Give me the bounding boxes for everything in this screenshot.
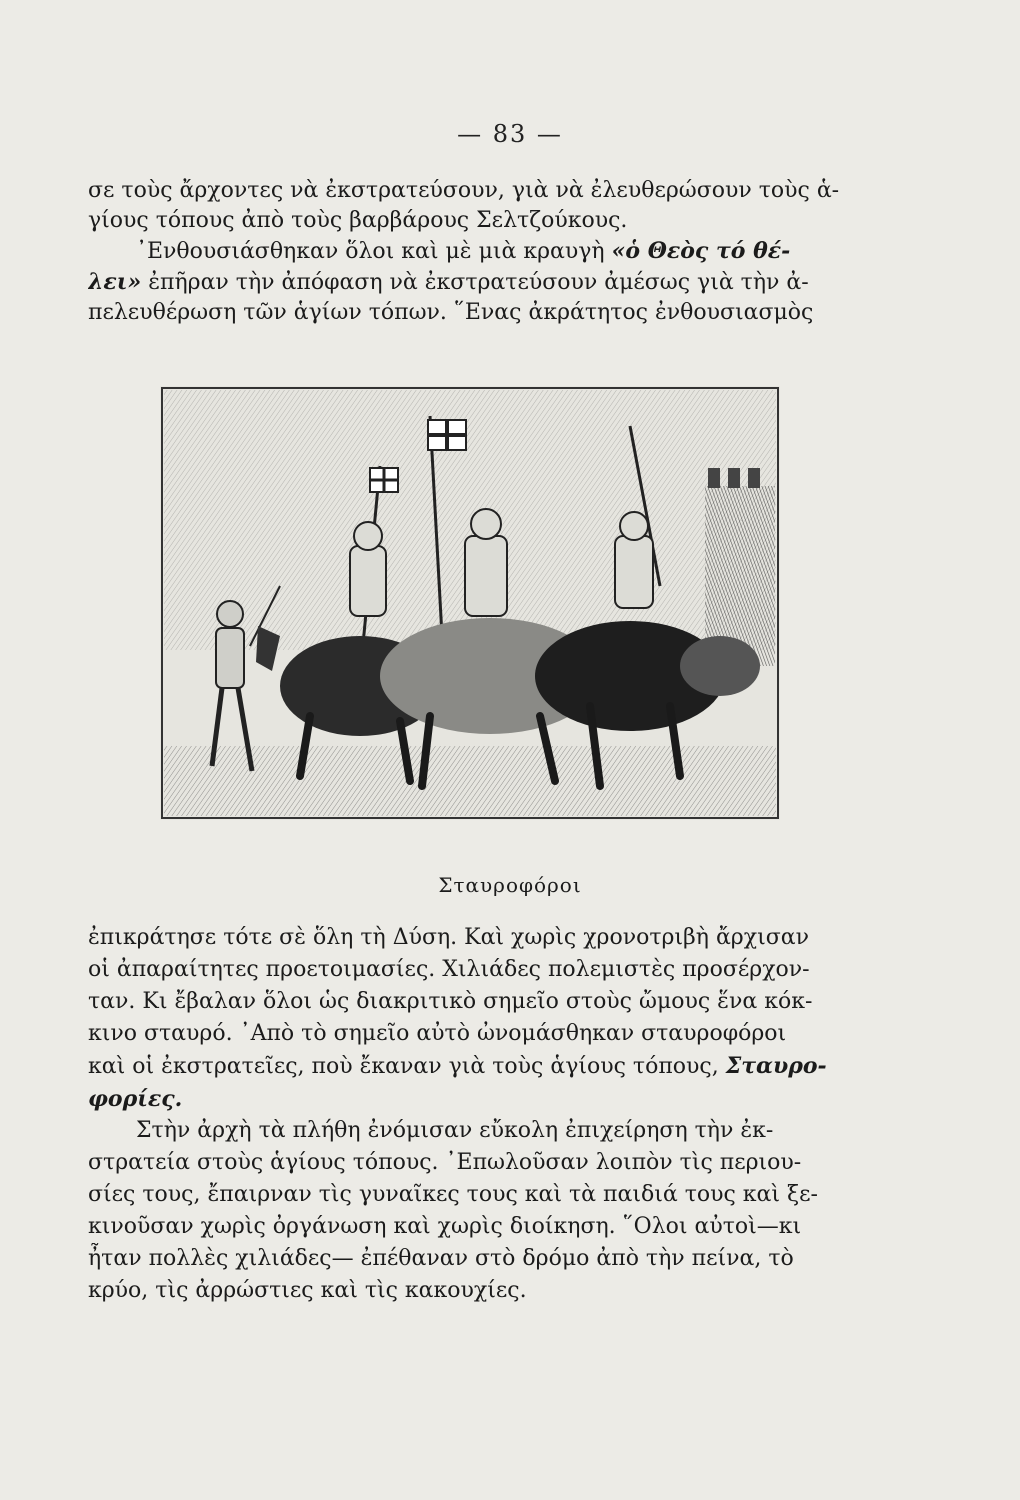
text-line [88,236,866,267]
text-line: κινο σταυρό. ᾿Απὸ τὸ σημεῖο αὐτὸ ὠνομάσθηκαν σταυροφόροι [88,1021,787,1046]
text-line: κρύο, τὶς ἀρρώστιες καὶ τὶς κακουχίες. [88,1278,527,1303]
text-line: πελευθέρωση τῶν ἁγίων τόπων. ῞Ενας ἀκράτητος ἐνθουσιασμὸς [88,300,814,325]
text-line: ταν. Κι ἔβαλαν ὅλοι ὡς διακριτικὸ σημεῖο στοὺς ὤμους ἕνα κόκ- [88,989,813,1014]
text-line: κινοῦσαν χωρὶς ὀργάνωση καὶ χωρὶς διοίκηση. ῞Ολοι αὐτοὶ—κι [88,1214,802,1239]
text-line: σίες τους, ἔπαιρναν τὶς γυναῖκες τους καὶ τὰ παιδιά τους καὶ ξε- [88,1182,818,1207]
text-run: καὶ οἱ ἐκστρατεῖες, ποὺ ἔκαναν γιὰ τοὺς ἁγίους τόπους, [88,1054,726,1079]
quoted-cry-end: λει» [88,269,142,295]
figure-caption: Σταυροφόροι [438,873,582,897]
text-line: στρατεία στοὺς ἁγίους τόπους. ᾿Επωλοῦσαν λοιπὸν τὶς περιου- [88,1150,802,1175]
text-line: γίους τόπους ἀπὸ τοὺς βαρβάρους Σελτζούκους. [88,208,628,233]
text-line: ἦταν πολλὲς χιλιάδες— ἐπέθαναν στὸ δρόμο ἀπὸ τὴν πείνα, τὸ [88,1246,794,1271]
text-line [88,1050,866,1083]
text-line: σε τοὺς ἄρχοντες νὰ ἐκστρατεύσουν, γιὰ νὰ ἐλευθερώσουν τοὺς ἁ- [88,178,840,203]
text-line: οἱ ἀπαραίτητες προετοιμασίες. Χιλιάδες πολεμιστὲς προσέρχον- [88,957,810,982]
page-number: — 83 — [457,120,563,148]
quoted-cry: «ὁ Θεὸς τό θέ- [611,238,791,264]
emphasized-term: Σταυρο- [725,1053,827,1079]
text-run: ᾿Ενθουσιάσθηκαν ὅλοι καὶ μὲ μιὰ κραυγὴ [136,239,612,264]
bottom-paragraphs [88,922,866,1307]
text-line: ἐπικράτησε τότε σὲ ὅλη τὴ Δύση. Καὶ χωρὶς χρονοτριβὴ ἄρχισαν [88,925,809,950]
text-line: Στὴν ἀρχὴ τὰ πλήθη ἐνόμισαν εὔκολη ἐπιχείρηση τὴν ἐκ- [136,1118,774,1143]
top-paragraph [88,176,866,328]
crusaders-engraving [160,386,780,820]
text-run: ἐπῆραν τὴν ἀπόφαση νὰ ἐκστρατεύσουν ἀμέσως γιὰ τὴν ἀ- [141,270,809,295]
text-line [88,267,866,298]
emphasized-term-end: φορίες. [88,1086,183,1112]
engraving-illustration [160,386,780,820]
